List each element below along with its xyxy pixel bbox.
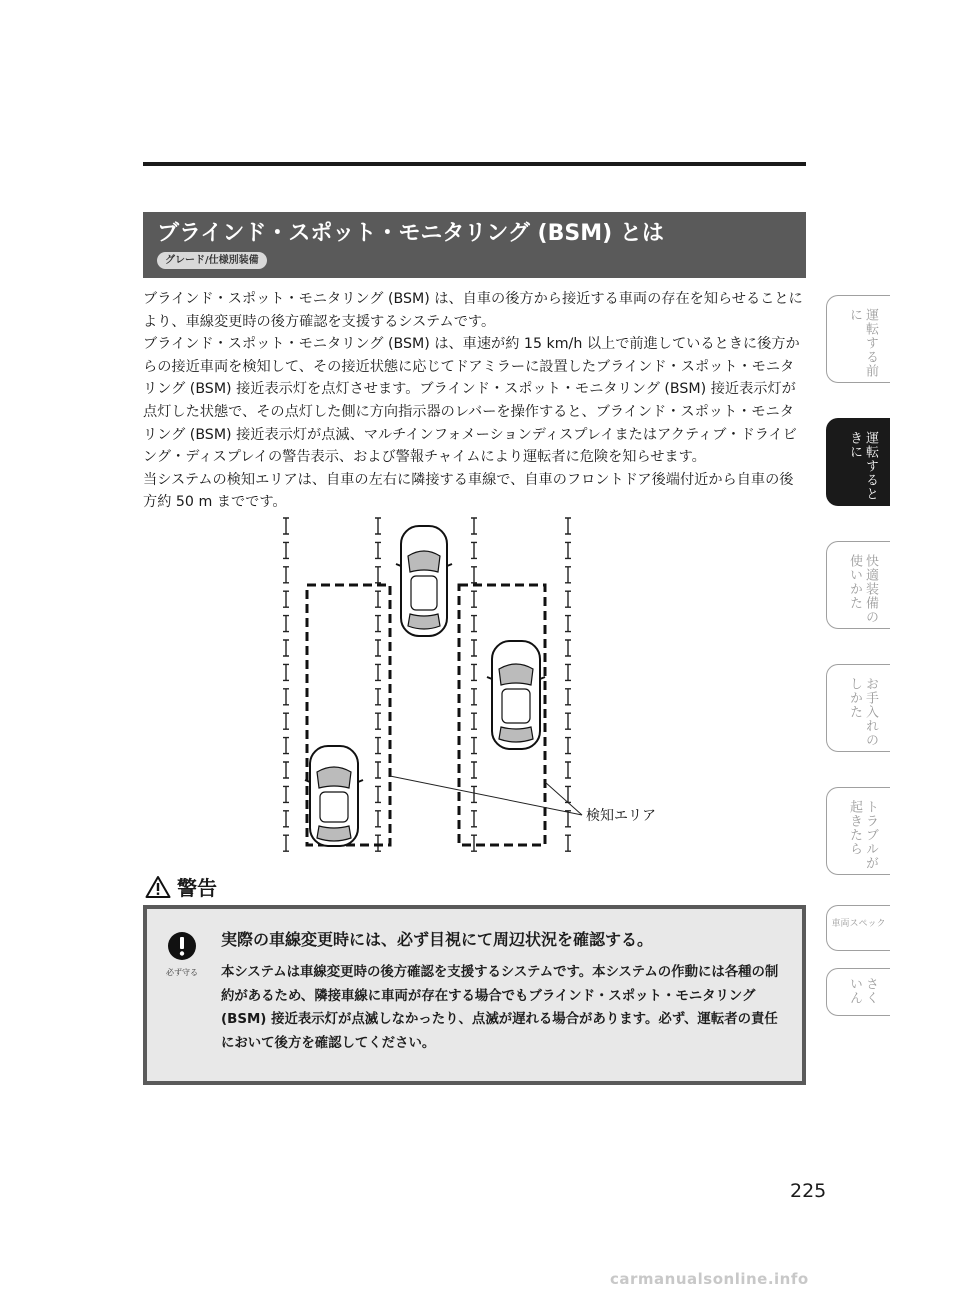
- lane-mark: [283, 811, 289, 827]
- lane-mark: [283, 835, 289, 851]
- lane-mark: [375, 689, 381, 705]
- exclamation-icon: [167, 931, 197, 961]
- lane-mark: [471, 664, 477, 680]
- detection-area-label: 検知エリア: [586, 808, 656, 824]
- tab-before-driving[interactable]: [826, 295, 890, 383]
- lane-mark: [565, 640, 571, 656]
- lane-mark: [283, 616, 289, 632]
- tab-maintenance[interactable]: [826, 664, 890, 752]
- lane-mark: [565, 567, 571, 583]
- lane-mark: [375, 664, 381, 680]
- lane-mark: [471, 616, 477, 632]
- leader-line-right: [545, 782, 582, 815]
- lane-mark: [565, 811, 571, 827]
- lane-mark: [283, 591, 289, 607]
- body-paragraph-1: ブラインド・スポット・モニタリング (BSM) は、自車の後方から接近する車両の存在を知らせることにより、車線変更時の後方確認を支援するシステムです。: [143, 291, 803, 330]
- lane-mark: [471, 640, 477, 656]
- lane-mark: [471, 835, 477, 851]
- tab-while-driving[interactable]: [826, 418, 890, 506]
- detection-area-diagram: [270, 510, 690, 855]
- lane-mark: [283, 713, 289, 729]
- lane-mark: [565, 762, 571, 778]
- warning-body: 本システムは車線変更時の後方確認を支援するシステムです。本システムの作動には各種の制約があるため、隣接車線に車両が存在する場合でもブラインド・スポット・モニタリング (BSM) 接近表示灯が点滅しなかったり、点滅が遅れる場合があります。必ず、運転者の責任において後方を確認してください。: [221, 965, 779, 1051]
- lane-mark: [283, 542, 289, 558]
- must-observe-marker: [165, 931, 199, 978]
- lane-mark: [471, 567, 477, 583]
- lane-mark: [565, 713, 571, 729]
- lane-mark: [471, 689, 477, 705]
- tab-label: 快適装備の使いかた: [847, 554, 878, 624]
- tab-index[interactable]: [826, 968, 890, 1016]
- lane-mark: [375, 542, 381, 558]
- tab-label: 運転する前に: [847, 308, 878, 378]
- tab-label: 車両スペック: [831, 919, 886, 929]
- warning-box: [143, 905, 806, 1085]
- lane-mark: [283, 664, 289, 680]
- lane-mark: [565, 664, 571, 680]
- tab-vehicle-specs[interactable]: [826, 905, 890, 951]
- tab-comfort-features[interactable]: [826, 541, 890, 629]
- lane-mark: [565, 616, 571, 632]
- body-text: [143, 288, 807, 514]
- must-observe-label: 必ず守る: [166, 968, 198, 977]
- lane-mark: [283, 689, 289, 705]
- watermark: carmanualsonline.info: [610, 1270, 809, 1288]
- lane-mark: [375, 835, 381, 851]
- approaching-car-right: [487, 641, 545, 749]
- section-title: ブラインド・スポット・モニタリング (BSM) とは: [157, 221, 664, 246]
- lane-mark: [375, 640, 381, 656]
- lane-mark: [283, 640, 289, 656]
- warning-title: [145, 872, 217, 901]
- leader-line-left: [390, 776, 582, 815]
- lane-mark: [375, 591, 381, 607]
- ego-car: [396, 526, 452, 636]
- lane-mark: [283, 518, 289, 534]
- lane-mark: [375, 567, 381, 583]
- lane-mark: [375, 616, 381, 632]
- lane-mark: [471, 542, 477, 558]
- warning-label: 警告: [177, 876, 217, 900]
- grade-badge: グレード/仕様別装備: [157, 252, 267, 269]
- lane-mark: [375, 762, 381, 778]
- lane-mark: [471, 762, 477, 778]
- lane-mark: [471, 713, 477, 729]
- lane-mark: [565, 591, 571, 607]
- warning-triangle-icon: [145, 875, 171, 899]
- lane-mark: [471, 591, 477, 607]
- tab-troubleshooting[interactable]: [826, 787, 890, 875]
- body-paragraph-2: ブラインド・スポット・モニタリング (BSM) は、車速が約 15 km/h 以上で前進しているときに後方からの接近車両を検知して、その接近状態に応じてドアミラーに設置したブラインド・スポット・モニタリング (BSM) 接近表示灯を点灯させます。ブラインド・スポット・モニタリング (BSM) 接近表示灯が点灯した状態で、その点灯した側に方向指示器のレバーを操作すると、ブラインド・スポット・モニタリング (BSM) 接近表示灯が点滅、マルチインフォメーションディスプレイまたはアクティブ・ドライビング・ディスプレイの警告表示、および警報チャイムにより運転者に危険を知らせます。: [143, 336, 800, 466]
- lane-mark: [565, 518, 571, 534]
- tab-label: お手入れのしかた: [847, 677, 878, 747]
- top-rule: [143, 162, 806, 166]
- lane-mark: [283, 738, 289, 754]
- tab-label: 運転するときに: [847, 431, 878, 501]
- lane-mark: [283, 567, 289, 583]
- lane-mark: [283, 762, 289, 778]
- warning-heading: 実際の車線変更時には、必ず目視にて周辺状況を確認する。: [221, 930, 654, 949]
- lane-mark: [375, 738, 381, 754]
- lane-mark: [471, 738, 477, 754]
- lane-mark: [565, 738, 571, 754]
- lane-mark: [283, 786, 289, 802]
- lane-mark: [565, 835, 571, 851]
- lane-mark: [375, 786, 381, 802]
- body-paragraph-3: 当システムの検知エリアは、自車の左右に隣接する車線で、自車のフロントドア後端付近から自車の後方約 50 m までです。: [143, 471, 794, 511]
- lane-mark: [565, 542, 571, 558]
- section-header: [143, 212, 806, 278]
- approaching-car-left: [305, 746, 363, 846]
- tab-label: トラブルが起きたら: [847, 800, 878, 870]
- lane-mark: [375, 713, 381, 729]
- lane-mark: [471, 518, 477, 534]
- lane-mark: [375, 518, 381, 534]
- lane-mark: [471, 811, 477, 827]
- lane-mark: [471, 786, 477, 802]
- page-number: 225: [790, 1180, 827, 1202]
- lane-mark: [565, 689, 571, 705]
- tab-label: さくいん: [847, 977, 878, 1005]
- lane-mark: [375, 811, 381, 827]
